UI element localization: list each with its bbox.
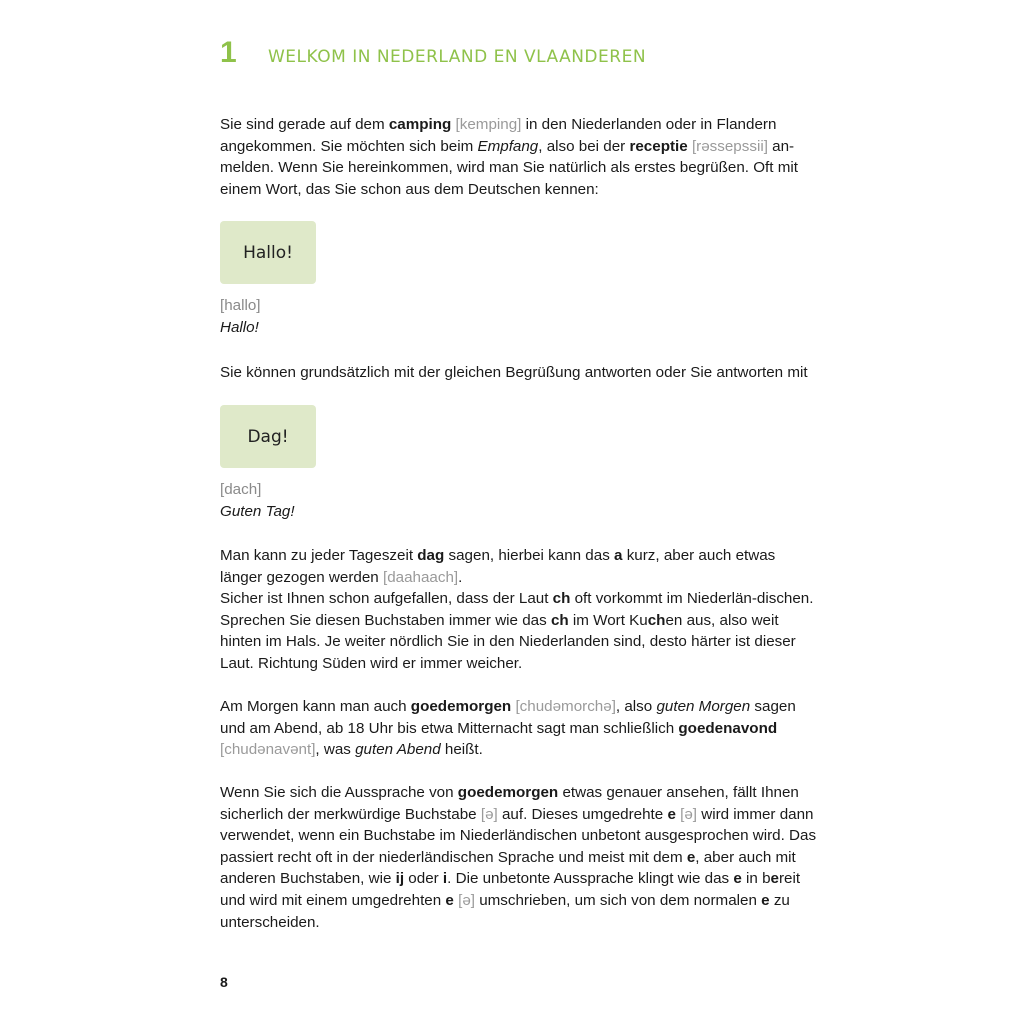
pronunciation-hallo: [hallo]	[220, 297, 261, 314]
chapter-title: WELKOM IN NEDERLAND EN VLAANDEREN	[268, 47, 647, 67]
translation-dag: Guten Tag!	[220, 503, 295, 520]
dag-paragraph: Man kann zu jeder Tageszeit dag sagen, hierbei kann das a kurz, aber auch etwas länger gezogen werden [daahaach]. Sicher ist Ihnen schon aufgefallen, dass der Laut ch oft vorkommt im Niederlän-dischen. Sprechen Sie diesen Buchstaben immer wie das ch im Wort Kuchen aus, also weit hinten im Hals. Je weiter nördlich Sie in den Niederlanden sind, desto härter ist dieser Laut. Richtung Süden wird er immer weicher.	[220, 547, 814, 672]
schwa-paragraph: Wenn Sie sich die Aussprache von goedemorgen etwas genauer ansehen, fällt Ihnen sicherlich der merkwürdige Buchstabe [ə] auf. Dieses umgedrehte e [ə] wird immer dann verwendet, wenn ein Buchstabe im Niederländischen unbetont ausgesprochen wird. Das passiert recht oft in der niederländischen Sprache und meist mit dem e, aber auch mit anderen Buchstaben, wie ij oder i. Die unbetonte Aussprache klingt wie das e in bereit und wird mit einem umgedrehten e [ə] umschrieben, um sich von dem normalen e zu unterscheiden.	[220, 784, 817, 931]
pronunciation-dag: [dach]	[220, 481, 262, 498]
translation-hallo: Hallo!	[220, 319, 259, 336]
chapter-heading	[220, 36, 646, 70]
morning-paragraph: Am Morgen kann man auch goedemorgen [chudəmorchə], also guten Morgen sagen und am Abend, ab 18 Uhr bis etwa Mitternacht sagt man schließlich goedenavond [chudənavənt], was guten Abend heißt.	[220, 698, 796, 759]
chapter-number: 1	[220, 36, 237, 69]
phrase-text: Dag!	[247, 426, 289, 447]
page-number: 8	[220, 974, 228, 990]
phrase-text: Hallo!	[243, 242, 293, 263]
intro-paragraph: Sie sind gerade auf dem camping [kemping] in den Niederlanden oder in Flandern angekommen. Sie möchten sich beim Empfang, also bei der receptie [rəssepssii] an-melden. Wenn Sie hereinkommen, wird man Sie natürlich als erstes begrüßen. Oft mit einem Wort, das Sie schon aus dem Deutschen kennen:	[220, 116, 798, 198]
middle-paragraph: Sie können grundsätzlich mit der gleichen Begrüßung antworten oder Sie antworten mit	[220, 364, 808, 381]
phrase-bubble-hallo	[220, 221, 316, 284]
phrase-bubble-dag	[220, 405, 316, 468]
